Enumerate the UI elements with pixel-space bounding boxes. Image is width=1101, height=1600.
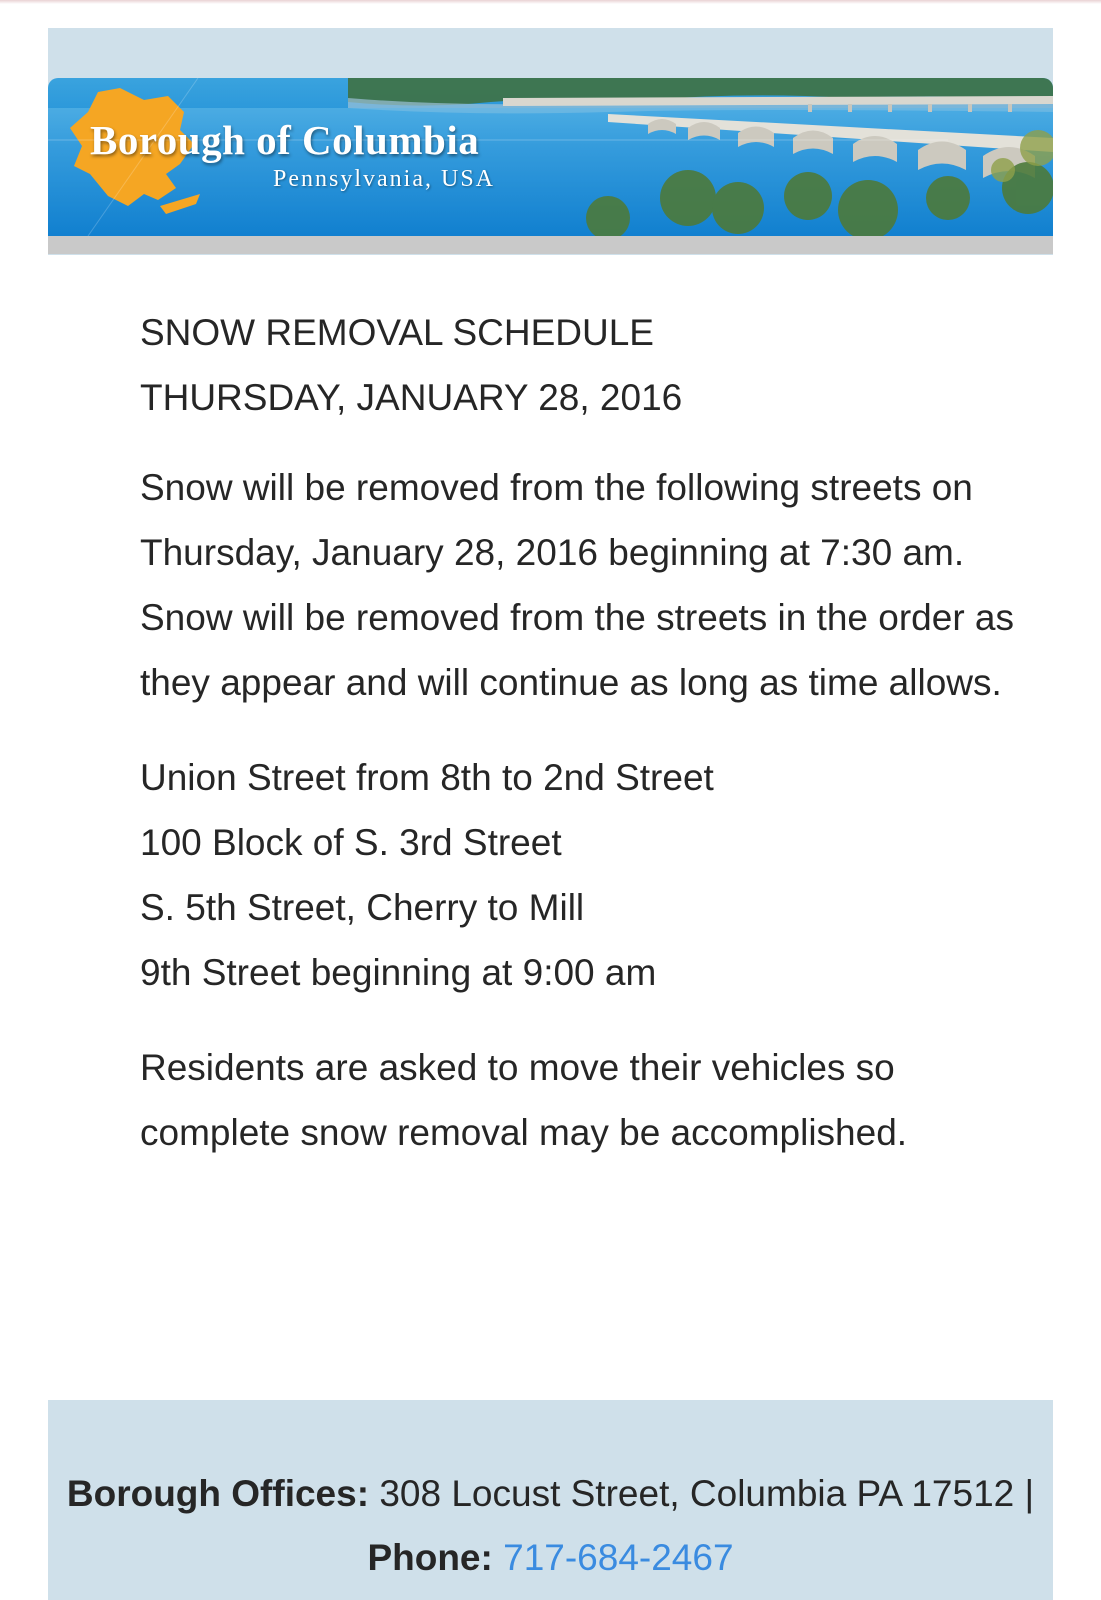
notice-date: THURSDAY, JANUARY 28, 2016 <box>140 377 683 418</box>
notice-title: SNOW REMOVAL SCHEDULE <box>140 312 654 353</box>
footer-separator: | <box>1024 1473 1035 1514</box>
footer-contact <box>48 1462 1053 1590</box>
notice-closing: Residents are asked to move their vehicles so complete snow removal may be accomplished. <box>140 1047 908 1153</box>
notice-intro: Snow will be removed from the following streets on Thursday, January 28, 2016 beginning at 7:30 am. Snow will be removed from the streets in the order as they appear and will continue as long as time allows. <box>140 467 1014 703</box>
office-address: 308 Locust Street, Columbia PA 17512 <box>379 1473 1015 1514</box>
street-list <box>140 745 1040 1005</box>
site-banner[interactable] <box>48 78 1053 236</box>
notice-content <box>140 300 1040 1165</box>
phone-link[interactable]: 717-684-2467 <box>503 1537 734 1578</box>
list-item: S. 5th Street, Cherry to Mill <box>140 887 585 928</box>
site-title: Borough of Columbia <box>90 117 480 163</box>
top-border <box>0 0 1101 4</box>
phone-label: Phone: <box>367 1537 493 1578</box>
list-item: 100 Block of S. 3rd Street <box>140 822 562 863</box>
banner-divider <box>48 236 1053 254</box>
list-item: 9th Street beginning at 9:00 am <box>140 952 657 993</box>
site-subtitle: Pennsylvania, USA <box>273 166 495 192</box>
offices-label: Borough Offices: <box>66 1473 370 1514</box>
list-item: Union Street from 8th to 2nd Street <box>140 757 714 798</box>
footer <box>48 1400 1053 1600</box>
notice-heading <box>140 300 1040 430</box>
